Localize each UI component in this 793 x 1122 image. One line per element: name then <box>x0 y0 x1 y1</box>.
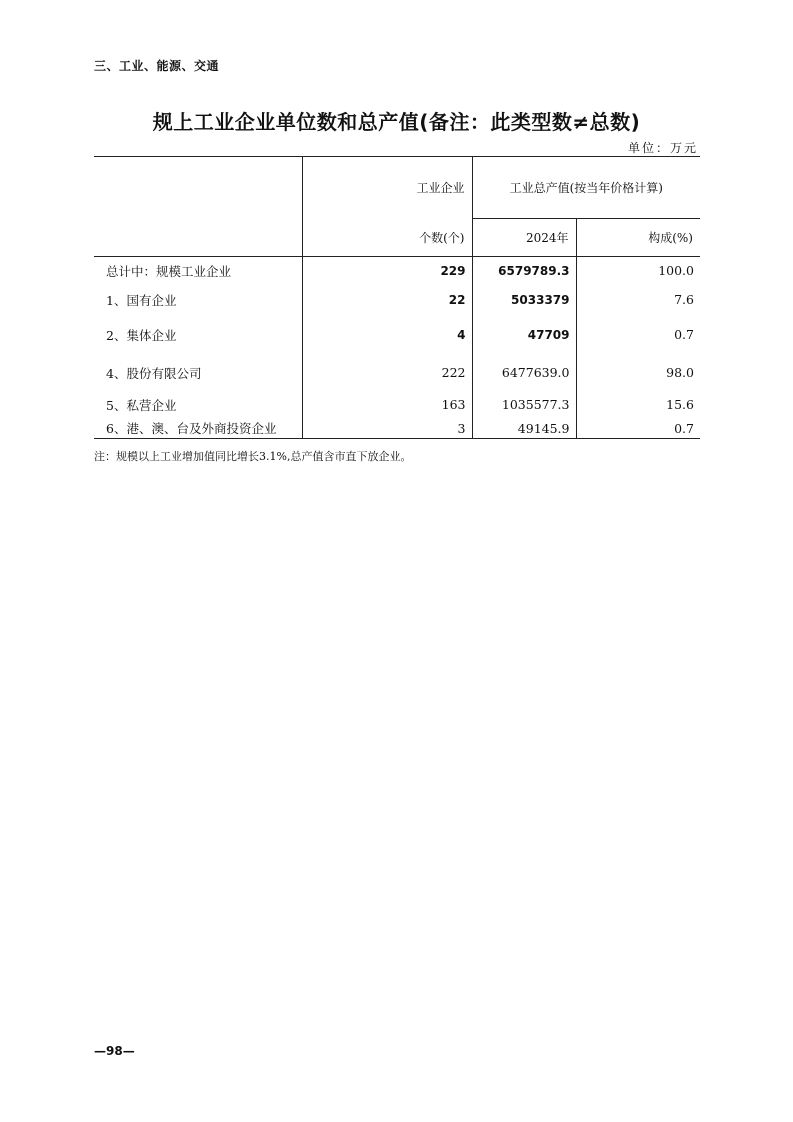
row-label: 1、国有企业 <box>106 292 177 308</box>
section-header: 三、工业、能源、交通 <box>94 59 220 73</box>
row-value: 5033379 <box>472 285 576 315</box>
table-row <box>94 391 700 419</box>
row-label: 4、股份有限公司 <box>106 365 202 381</box>
row-value: 49145.9 <box>472 419 576 439</box>
row-value: 1035577.3 <box>472 391 576 419</box>
header-gross-output: 工业总产值(按当年价格计算) <box>472 157 700 219</box>
row-label: 总计中：规模工业企业 <box>106 263 232 279</box>
table-title: 规上工业企业单位数和总产值(备注：此类型数≠总数) <box>152 110 641 134</box>
header-share: 构成(%) <box>576 219 700 257</box>
row-share: 100.0 <box>576 257 700 285</box>
header-year: 2024年 <box>472 219 576 257</box>
header-industrial-enterprise: 工业企业 <box>302 157 472 219</box>
page-number: —98— <box>94 1044 135 1058</box>
row-value: 6477639.0 <box>472 355 576 391</box>
row-share: 98.0 <box>576 355 700 391</box>
row-count: 22 <box>302 285 472 315</box>
row-share: 0.7 <box>576 419 700 439</box>
footnote: 注：规模以上工业增加值同比增长3.1%,总产值含市直下放企业。 <box>94 450 412 463</box>
unit-label: 单位：万元 <box>627 141 698 155</box>
row-share: 7.6 <box>576 285 700 315</box>
table-row <box>94 315 700 355</box>
row-label: 5、私营企业 <box>106 397 177 413</box>
row-share: 0.7 <box>576 315 700 355</box>
row-count: 4 <box>302 315 472 355</box>
table-row <box>94 257 700 285</box>
row-share: 15.6 <box>576 391 700 419</box>
header-blank-cell <box>94 157 302 257</box>
table-row <box>94 419 700 439</box>
table-row <box>94 355 700 391</box>
row-count: 163 <box>302 391 472 419</box>
row-count: 229 <box>302 257 472 285</box>
table-row <box>94 285 700 315</box>
row-value: 47709 <box>472 315 576 355</box>
row-value: 6579789.3 <box>472 257 576 285</box>
row-label: 6、港、澳、台及外商投资企业 <box>94 419 302 439</box>
row-label: 2、集体企业 <box>106 327 177 343</box>
statistics-table <box>94 156 700 439</box>
row-count: 3 <box>302 419 472 439</box>
header-count: 个数(个) <box>302 219 472 257</box>
row-count: 222 <box>302 355 472 391</box>
